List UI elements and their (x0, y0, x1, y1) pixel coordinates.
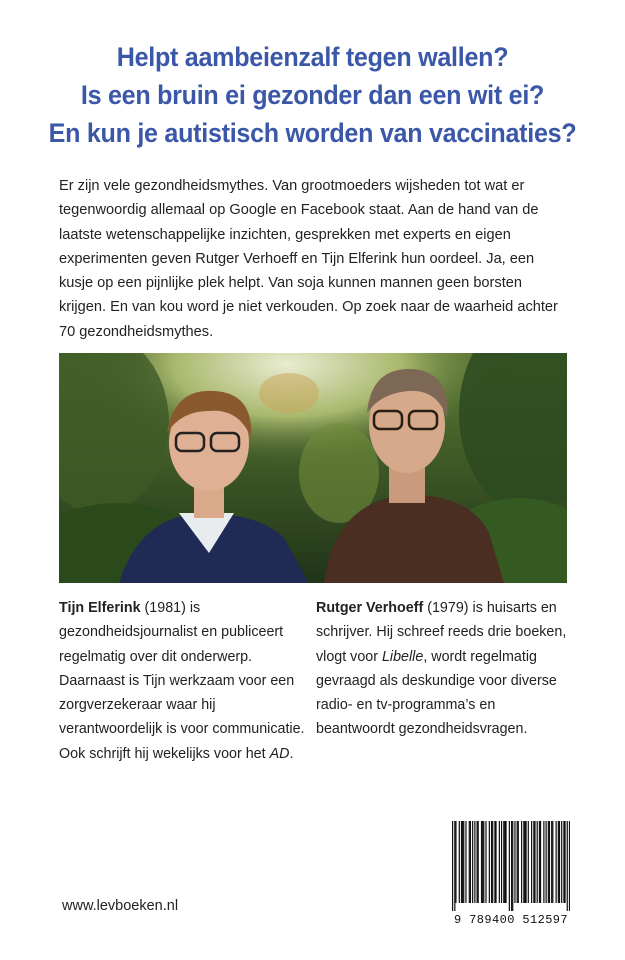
intro-paragraph: Er zijn vele gezondheidsmythes. Van grootmoeders wijsheden tot wat er tegenwoordig allemaal op Google en Facebook staat. Aan de hand van de laatste wetenschappelijke inzichten, gesprekken met experts en eigen experimenten geven Rutger Verhoeff en Tijn Elferink hun oordeel. Ja, een kusje op een pijnlijke plek helpt. Van soja kunnen mannen geen borsten krijgen. En van kou word je niet verkouden. Op zoek naar de waarheid achter 70 gezondheidsmythes. (59, 178, 558, 340)
bio-left-text-b: . (289, 745, 294, 762)
bio-rutger-verhoeff (316, 596, 571, 742)
headline-line-2: Is een bruin ei gezonder dan een wit ei? (80, 80, 545, 110)
headline-line-1: Helpt aambeienzalf tegen wallen? (116, 42, 509, 72)
author-photo (59, 353, 567, 583)
bio-right-italic: Libelle (381, 648, 424, 665)
bio-right-text-a: (1979) is huisarts en schrijver. Hij schreef reeds drie boeken, vlogt voor (316, 600, 567, 665)
bio-tijn-elferink (59, 596, 309, 766)
bio-left-italic: AD (269, 745, 290, 762)
isbn-number: 9 789400 512597 (453, 913, 569, 927)
bio-right-name: Rutger Verhoeff (316, 600, 424, 616)
headline (22, 38, 603, 152)
bio-right-text-b: , wordt regelmatig gevraagd als deskundige voor diverse radio- en tv-programma’s en beantwoordt gezondheidsvragen. (316, 648, 557, 738)
bio-left-name: Tijn Elferink (59, 600, 141, 616)
website-url: www.levboeken.nl (62, 898, 179, 914)
headline-line-3: En kun je autistisch worden van vaccinaties? (48, 118, 577, 148)
bio-left-text-a: (1981) is gezondheidsjournalist en publiceert regelmatig over dit onderwerp. Daarnaast is Tijn werkzaam voor een zorgverzekeraar waar hij verantwoordelijk is voor communicatie. Ook schrijft hij wekelijks voor het (59, 600, 305, 762)
